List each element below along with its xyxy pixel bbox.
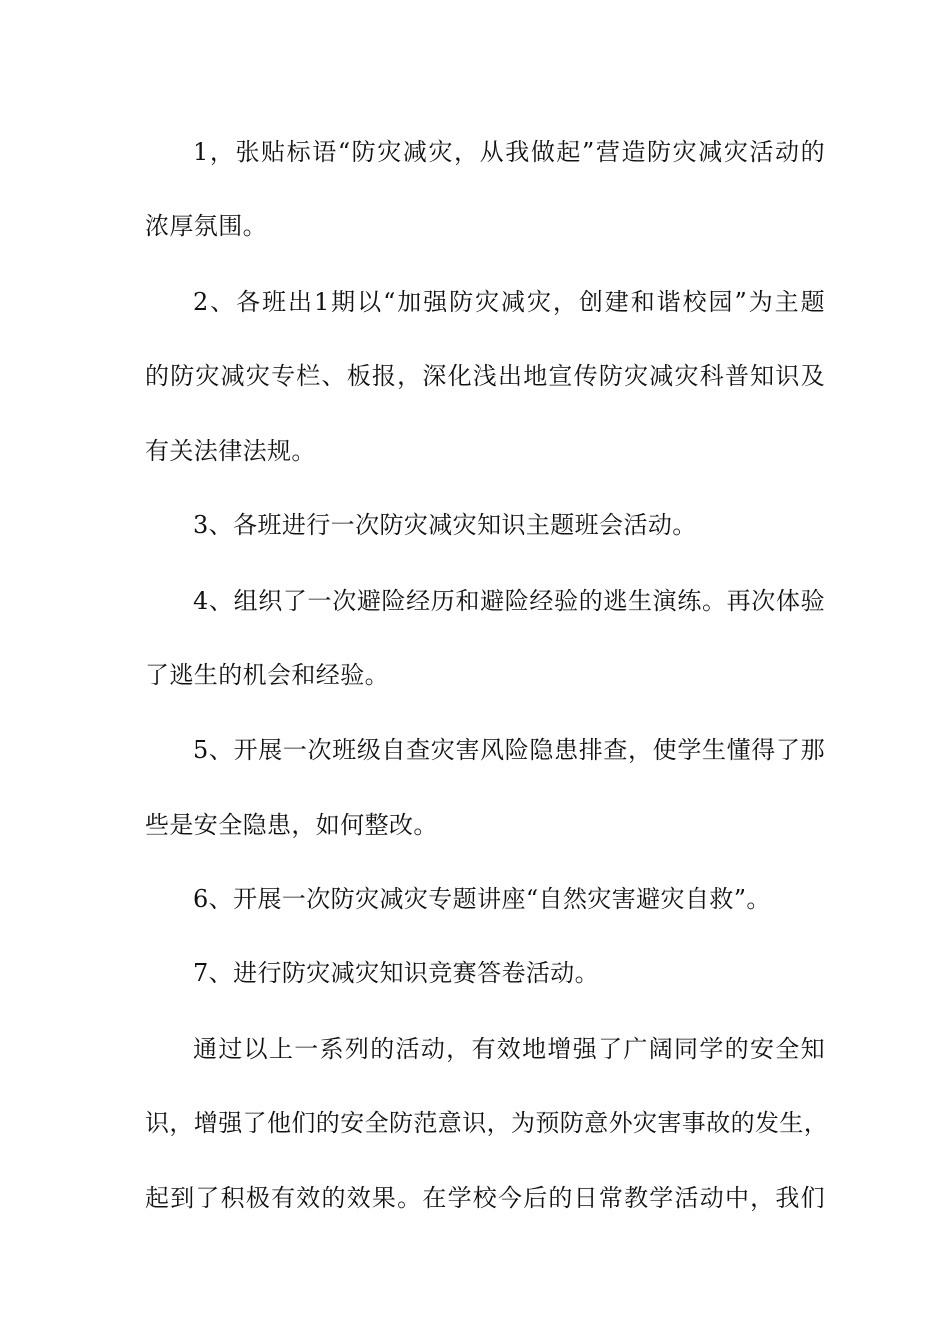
paragraph-7-line-1: 7、进行防灾减灾知识竞赛答卷活动。 xyxy=(193,959,600,987)
paragraph-5-line-1: 5、开展一次班级自查灾害风险隐患排查，使学生懂得了那 xyxy=(193,736,825,764)
paragraph-8-line-1: 通过以上一系列的活动，有效地增强了广阔同学的安全知 xyxy=(193,1035,825,1063)
paragraph-8-line-3: 起到了积极有效的效果。在学校今后的日常教学活动中，我们 xyxy=(145,1184,825,1212)
paragraph-2-line-3: 有关法律法规。 xyxy=(145,437,316,465)
paragraph-2-line-1: 2、各班出1期以“加强防灾减灾，创建和谐校园”为主题 xyxy=(193,288,825,316)
paragraph-4-line-2: 了逃生的机会和经验。 xyxy=(145,661,389,689)
paragraph-3-line-1: 3、各班进行一次防灾减灾知识主题班会活动。 xyxy=(193,511,697,539)
paragraph-1-line-2: 浓厚氛围。 xyxy=(145,212,267,240)
paragraph-6-line-1: 6、开展一次防灾减灾专题讲座“自然灾害避灾自救”。 xyxy=(193,885,771,913)
paragraph-5-line-2: 些是安全隐患，如何整改。 xyxy=(145,811,438,839)
paragraph-4-line-1: 4、组织了一次避险经历和避险经验的逃生演练。再次体验 xyxy=(193,587,825,615)
paragraph-2-line-2: 的防灾减灾专栏、板报，深化浅出地宣传防灾减灾科普知识及 xyxy=(145,362,825,390)
paragraph-1-line-1: 1，张贴标语“防灾减灾，从我做起”营造防灾减灾活动的 xyxy=(193,138,825,166)
paragraph-8-line-2: 识，增强了他们的安全防范意识，为预防意外灾害事故的发生， xyxy=(145,1109,829,1137)
